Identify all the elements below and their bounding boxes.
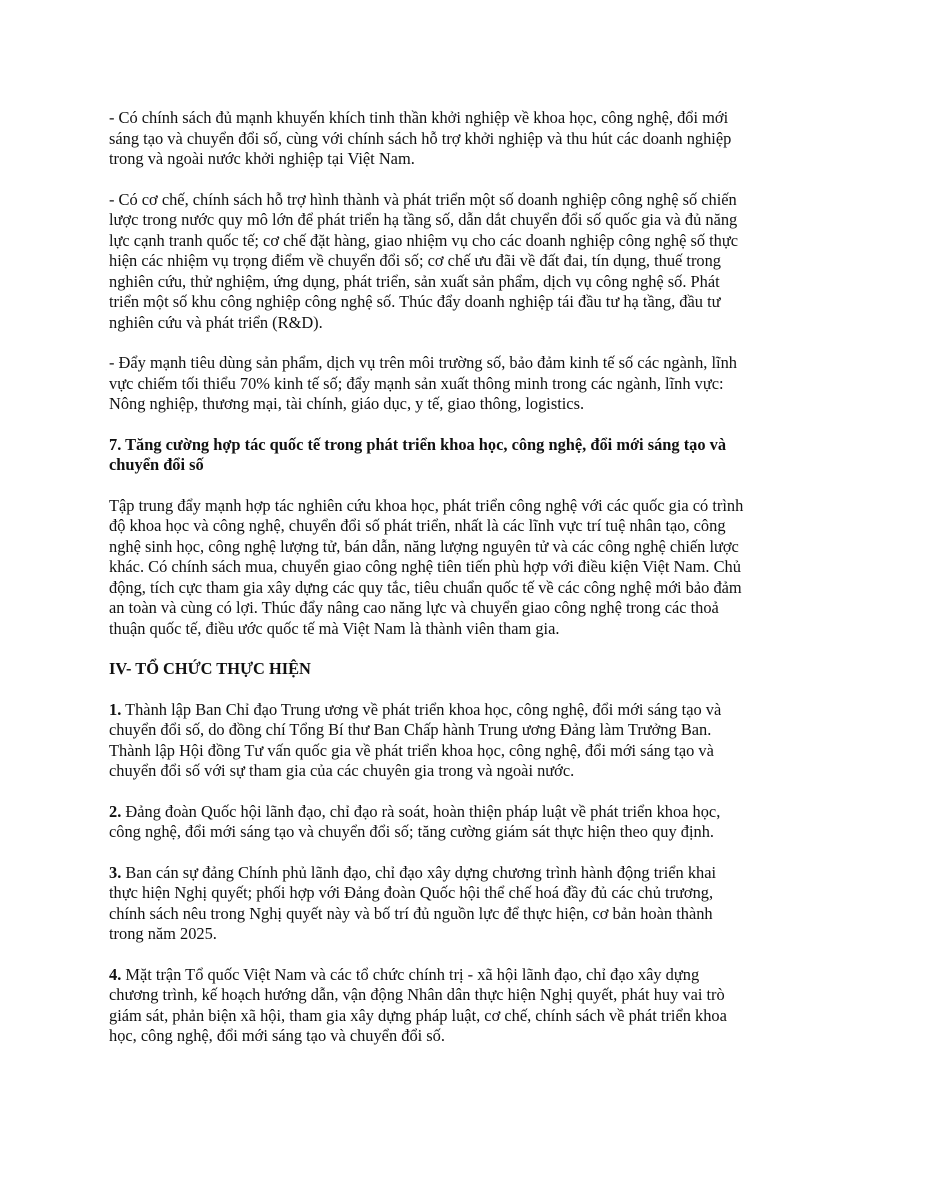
item-number: 3. (109, 862, 122, 882)
section-title-iv: IV- TỔ CHỨC THỰC HIỆN (109, 659, 311, 678)
numbered-item-2 (109, 802, 821, 843)
item-number: 1. (109, 699, 122, 719)
item-number: 2. (109, 801, 122, 821)
bullet-paragraph: - Đẩy mạnh tiêu dùng sản phẩm, dịch vụ trên môi trường số, bảo đảm kinh tế số các ngành, lĩnh vực chiếm tối thiểu 70% kinh tế số; đẩy mạnh sản xuất thông minh trong các ngành, lĩnh vực: Nông nghiệp, thương mại, tài chính, giáo dục, y tế, giao thông, logistics. (109, 353, 737, 413)
section-7-paragraph: Tập trung đẩy mạnh hợp tác nghiên cứu khoa học, phát triển công nghệ với các quốc gia có trình độ khoa học và công nghệ, chuyển đổi số phát triển, nhất là các lĩnh vực trí tuệ nhân tạo, công nghệ sinh học, công nghệ lượng tử, bán dẫn, năng lượng nguyên tử và các công nghệ chiến lược khác. Có chính sách mua, chuyển giao công nghệ tiên tiến phù hợp với điều kiện Việt Nam. Chủ động, tích cực tham gia xây dựng các quy tắc, tiêu chuẩn quốc tế về các công nghệ mới bảo đảm an toàn và cùng có lợi. Thúc đẩy nâng cao năng lực và chuyển giao công nghệ trong các thoả thuận quốc tế, điều ước quốc tế mà Việt Nam là thành viên tham gia. (109, 495, 744, 638)
bullet-paragraph: - Có chính sách đủ mạnh khuyến khích tinh thần khởi nghiệp về khoa học, công nghệ, đổi mới sáng tạo và chuyển đổi số, cùng với chính sách hỗ trợ khởi nghiệp và thu hút các doanh nghiệp trong và ngoài nước khởi nghiệp tại Việt Nam. (109, 108, 732, 168)
numbered-item-4 (109, 965, 821, 1047)
document-page (109, 108, 821, 1067)
numbered-item-3 (109, 863, 821, 945)
item-text: Mặt trận Tổ quốc Việt Nam và các tổ chức chính trị - xã hội lãnh đạo, chỉ đạo xây dựng chương trình, kế hoạch hướng dẫn, vận động Nhân dân thực hiện Nghị quyết, phát huy vai trò giám sát, phản biện xã hội, tham gia xây dựng pháp luật, cơ chế, chính sách về phát triển khoa học, công nghệ, đổi mới sáng tạo và chuyển đổi số. (109, 964, 727, 1045)
item-number: 4. (109, 964, 122, 984)
item-text: Thành lập Ban Chỉ đạo Trung ương về phát triển khoa học, công nghệ, đổi mới sáng tạo và chuyển đổi số, do đồng chí Tổng Bí thư Ban Chấp hành Trung ương Đảng làm Trưởng Ban. Thành lập Hội đồng Tư vấn quốc gia về phát triển khoa học, công nghệ, đổi mới sáng tạo và chuyển đổi số với sự tham gia của các chuyên gia trong và ngoài nước. (109, 699, 722, 780)
numbered-item-1 (109, 700, 821, 782)
section-heading-7: 7. Tăng cường hợp tác quốc tế trong phát triển khoa học, công nghệ, đổi mới sáng tạo và chuyển đổi số (109, 434, 727, 474)
item-text: Đảng đoàn Quốc hội lãnh đạo, chỉ đạo rà soát, hoàn thiện pháp luật về phát triển khoa học, công nghệ, đổi mới sáng tạo và chuyển đổi số; tăng cường giám sát thực hiện theo quy định. (109, 801, 721, 841)
item-text: Ban cán sự đảng Chính phủ lãnh đạo, chỉ đạo xây dựng chương trình hành động triển khai thực hiện Nghị quyết; phối hợp với Đảng đoàn Quốc hội thể chế hoá đầy đủ các chủ trương, chính sách nêu trong Nghị quyết này và bố trí đủ nguồn lực để thực hiện, cơ bản hoàn thành trong năm 2025. (109, 862, 717, 943)
bullet-paragraph: - Có cơ chế, chính sách hỗ trợ hình thành và phát triển một số doanh nghiệp công nghệ số chiến lược trong nước quy mô lớn để phát triển hạ tầng số, dẫn dắt chuyển đổi số quốc gia và đủ năng lực cạnh tranh quốc tế; cơ chế đặt hàng, giao nhiệm vụ cho các doanh nghiệp công nghệ số thực hiện các nhiệm vụ trọng điểm về chuyển đổi số; cơ chế ưu đãi về đất đai, tín dụng, thuế trong nghiên cứu, thử nghiệm, ứng dụng, phát triển, sản xuất sản phẩm, dịch vụ công nghệ số. Phát triển một số khu công nghiệp công nghệ số. Thúc đẩy doanh nghiệp tái đầu tư hạ tầng, đầu tư nghiên cứu và phát triển (R&D). (109, 189, 739, 332)
